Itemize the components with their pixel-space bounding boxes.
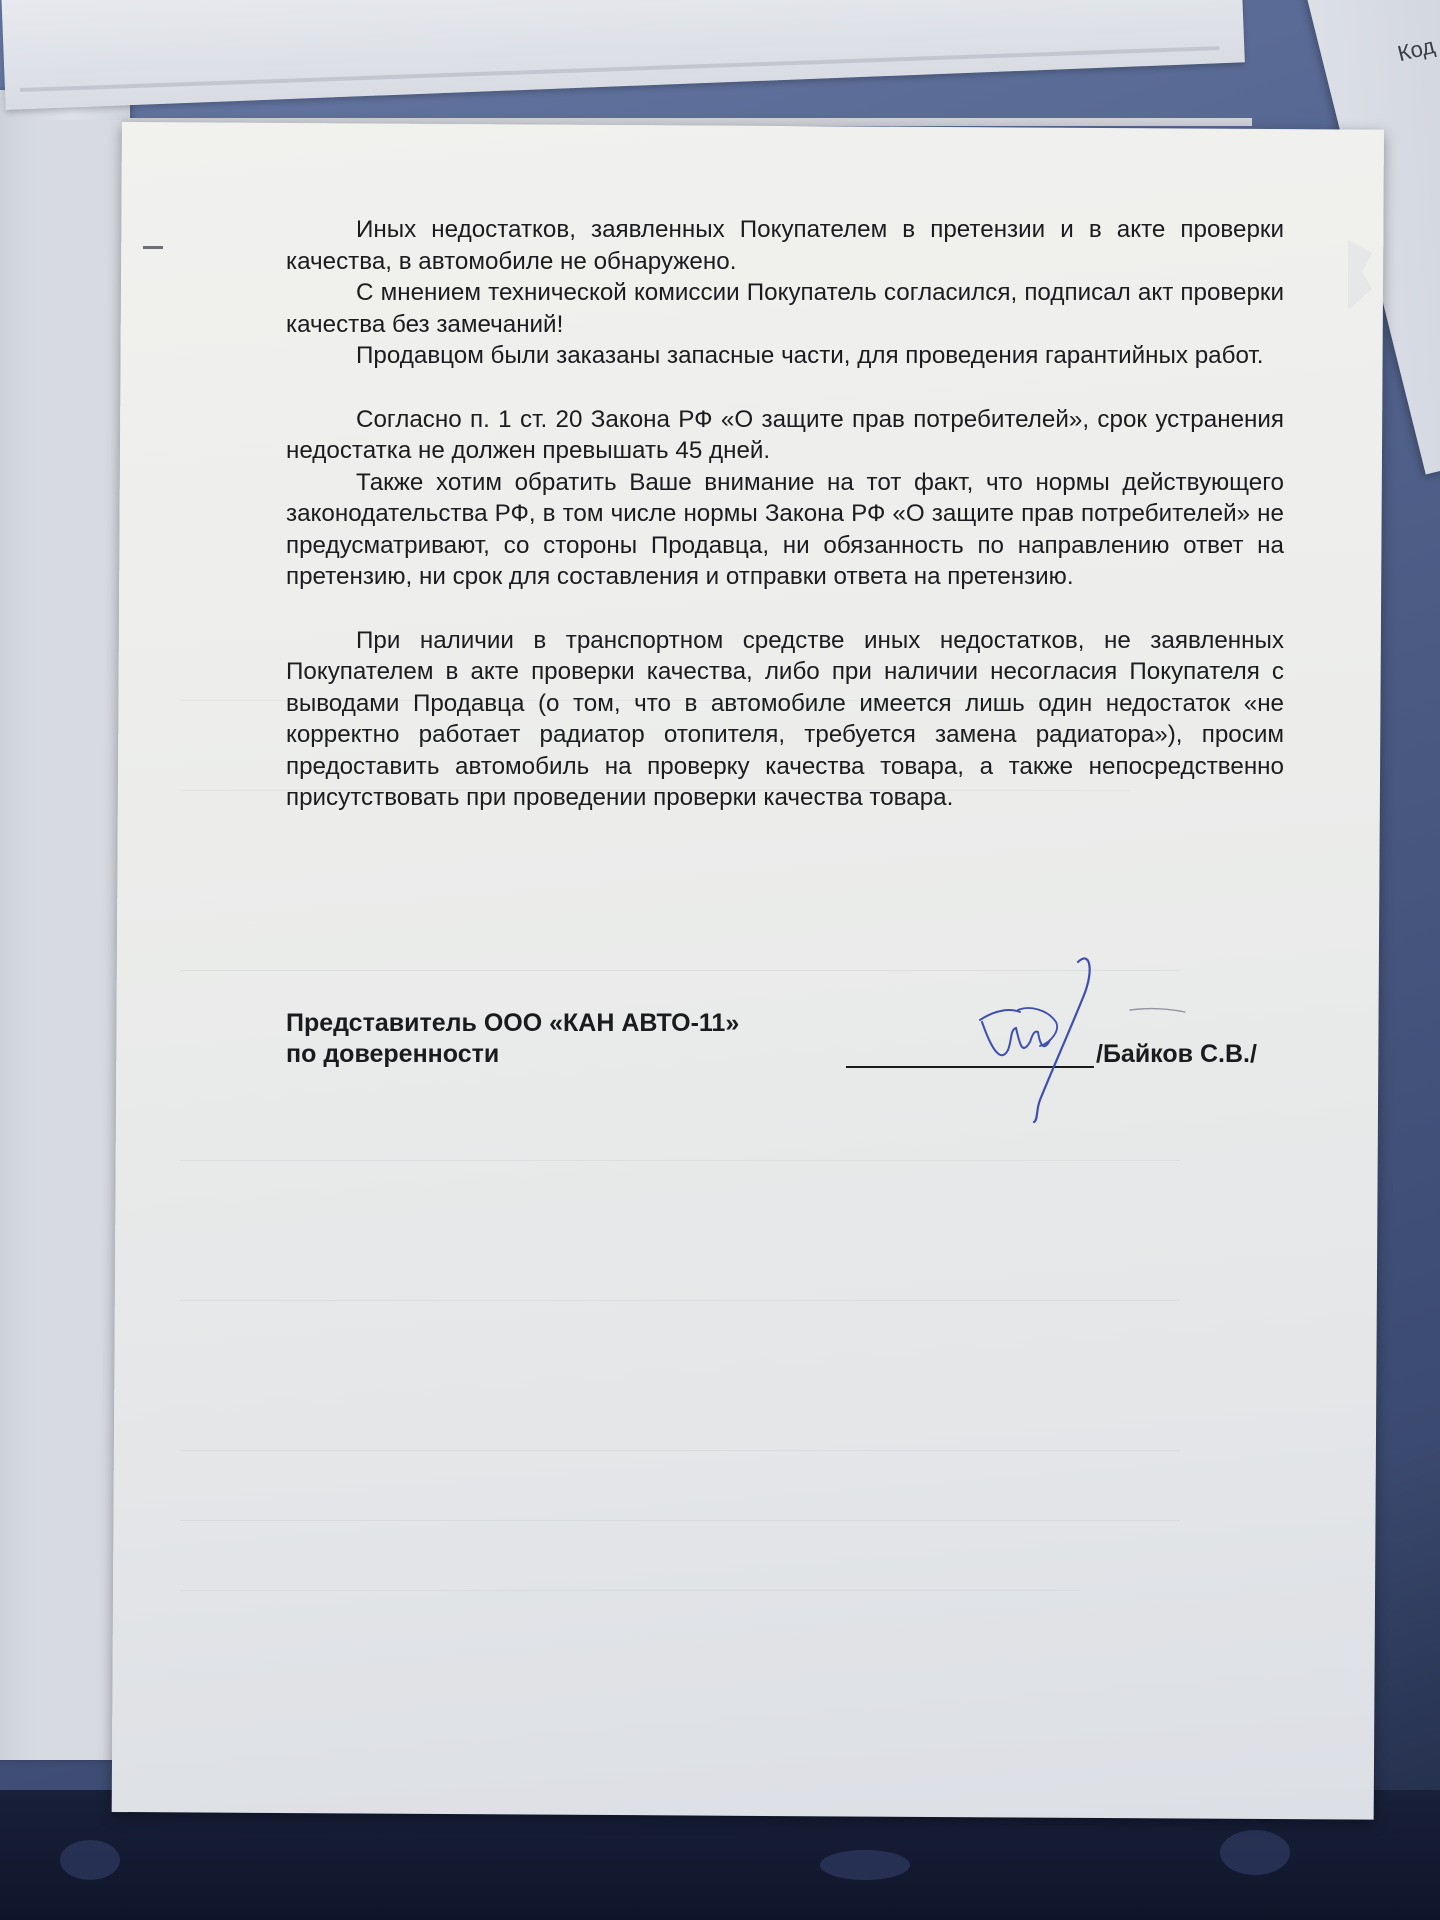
paragraph-buyer-agreed: С мнением технической комиссии Покупатель согласился, подписал акт проверки качества без замечаний! xyxy=(286,279,1284,338)
underlying-sheet-right-text: Код xyxy=(1395,32,1438,67)
signer-name: /Байков С.В./ xyxy=(1096,1040,1257,1068)
stray-mark xyxy=(143,246,163,249)
fabric-dot xyxy=(820,1850,910,1880)
show-through-handwriting xyxy=(180,1560,1080,1591)
representative-title: Представитель ООО «КАН АВТО-11» xyxy=(286,1009,740,1037)
handwritten-signature xyxy=(960,950,1200,1130)
show-through-handwriting xyxy=(180,1490,1180,1521)
paragraph-no-other-defects: Иных недостатков, заявленных Покупателем в претензии и в акте проверки качества, в автомобиле не обнаружено. xyxy=(286,216,1284,275)
paragraph-request-inspection: При наличии в транспортном средстве иных недостатков, не заявленных Покупателем в акте проверки качества, либо при наличии несогласия Покупателя с выводами Продавца (о том, что в автомобиле имеется лишь один недостаток «не корректно работает радиатор отопителя, требуется замена радиатора»), просим предоставить автомобиль на проверку качества товара, а также непосредственно присутствовать при проведении проверки качества товара. xyxy=(286,626,1284,811)
show-through-handwriting xyxy=(180,1270,1180,1301)
fabric-dot xyxy=(60,1840,120,1880)
show-through-handwriting xyxy=(180,1130,1180,1161)
representative-basis: по доверенности xyxy=(286,1040,500,1068)
show-through-handwriting xyxy=(180,1420,1180,1451)
paragraph-parts-ordered: Продавцом были заказаны запасные части, для проведения гарантийных работ. xyxy=(356,342,1264,369)
paragraph-no-obligation: Также хотим обратить Ваше внимание на тот факт, что нормы действующего законодательства РФ, в том числе нормы Закона РФ «О защите прав потребителей» не предусматривают, со стороны Продавца, ни обязанность по направлению ответ на претензию, ни срок для составления и отправки ответа на претензию. xyxy=(286,468,1284,590)
paragraph-law-deadline: Согласно п. 1 ст. 20 Закона РФ «О защите прав потребителей», срок устранения недостатка не должен превышать 45 дней. xyxy=(286,405,1284,464)
letter-body xyxy=(286,214,1284,814)
fabric-dot xyxy=(1220,1830,1290,1875)
